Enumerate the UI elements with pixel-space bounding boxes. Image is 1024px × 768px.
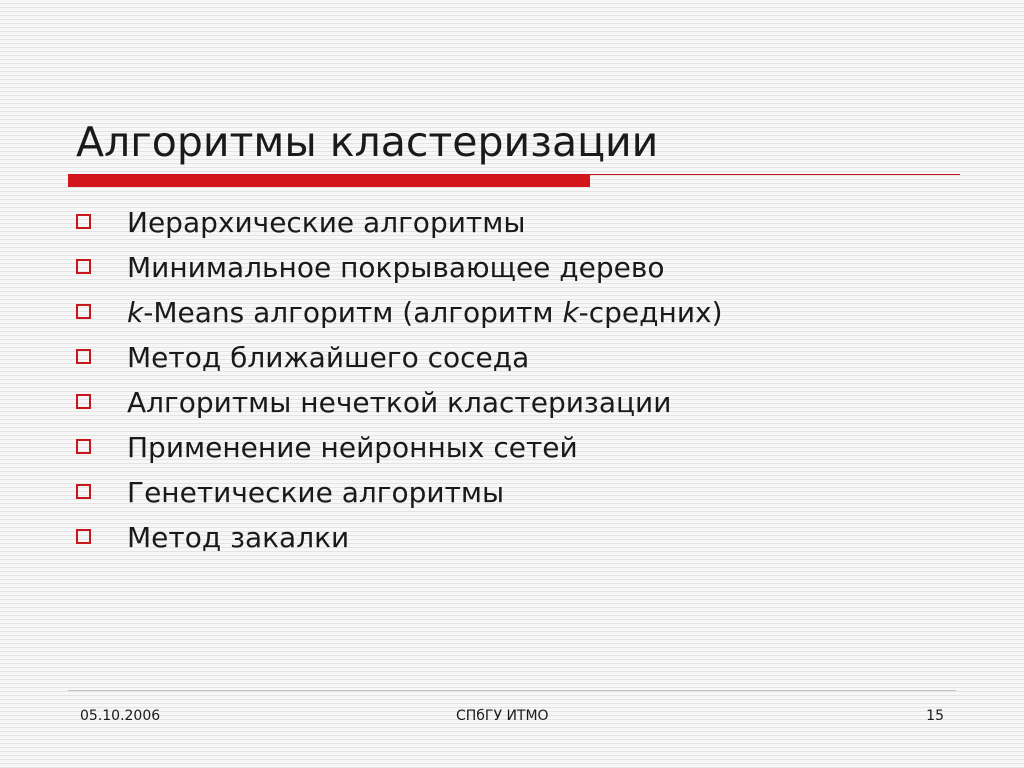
- bullet-text-part: Алгоритмы нечеткой кластеризации: [127, 386, 672, 419]
- bullet-item: [76, 290, 723, 335]
- bullet-text-part: -Means алгоритм (алгоритм: [143, 296, 563, 329]
- hollow-square-icon: [76, 214, 91, 229]
- bullet-text: [127, 380, 671, 425]
- footer-divider: [68, 690, 956, 691]
- footer-date: 05.10.2006: [80, 708, 161, 724]
- bullet-list: [76, 200, 723, 560]
- bullet-item: [76, 515, 723, 560]
- hollow-square-icon: [76, 529, 91, 544]
- bullet-item: [76, 470, 723, 515]
- hollow-square-icon: [76, 259, 91, 274]
- bullet-text: [127, 335, 529, 380]
- bullet-item: [76, 245, 723, 290]
- italic-variable: k: [127, 296, 144, 329]
- bullet-text-part: Метод ближайшего соседа: [127, 341, 530, 374]
- bullet-text-part: Минимальное покрывающее дерево: [127, 251, 665, 284]
- bullet-item: [76, 335, 723, 380]
- bullet-text-part: Генетические алгоритмы: [127, 476, 505, 509]
- title-divider-thick: [68, 175, 590, 187]
- bullet-text: [127, 515, 349, 560]
- bullet-text-part: Метод закалки: [127, 521, 350, 554]
- slide-title: Алгоритмы кластеризации: [76, 118, 659, 166]
- bullet-text: [127, 290, 723, 335]
- italic-variable: k: [562, 296, 579, 329]
- bullet-item: [76, 200, 723, 245]
- hollow-square-icon: [76, 439, 91, 454]
- bullet-item: [76, 380, 723, 425]
- bullet-text: [127, 245, 665, 290]
- hollow-square-icon: [76, 349, 91, 364]
- bullet-text: [127, 200, 525, 245]
- bullet-text-part: -средних): [578, 296, 723, 329]
- footer-organization: СПбГУ ИТМО: [456, 708, 549, 724]
- hollow-square-icon: [76, 304, 91, 319]
- page-number: 15: [926, 708, 944, 724]
- bullet-text-part: Применение нейронных сетей: [127, 431, 578, 464]
- hollow-square-icon: [76, 394, 91, 409]
- bullet-text: [127, 425, 578, 470]
- bullet-text-part: Иерархические алгоритмы: [127, 206, 526, 239]
- bullet-item: [76, 425, 723, 470]
- bullet-text: [127, 470, 504, 515]
- hollow-square-icon: [76, 484, 91, 499]
